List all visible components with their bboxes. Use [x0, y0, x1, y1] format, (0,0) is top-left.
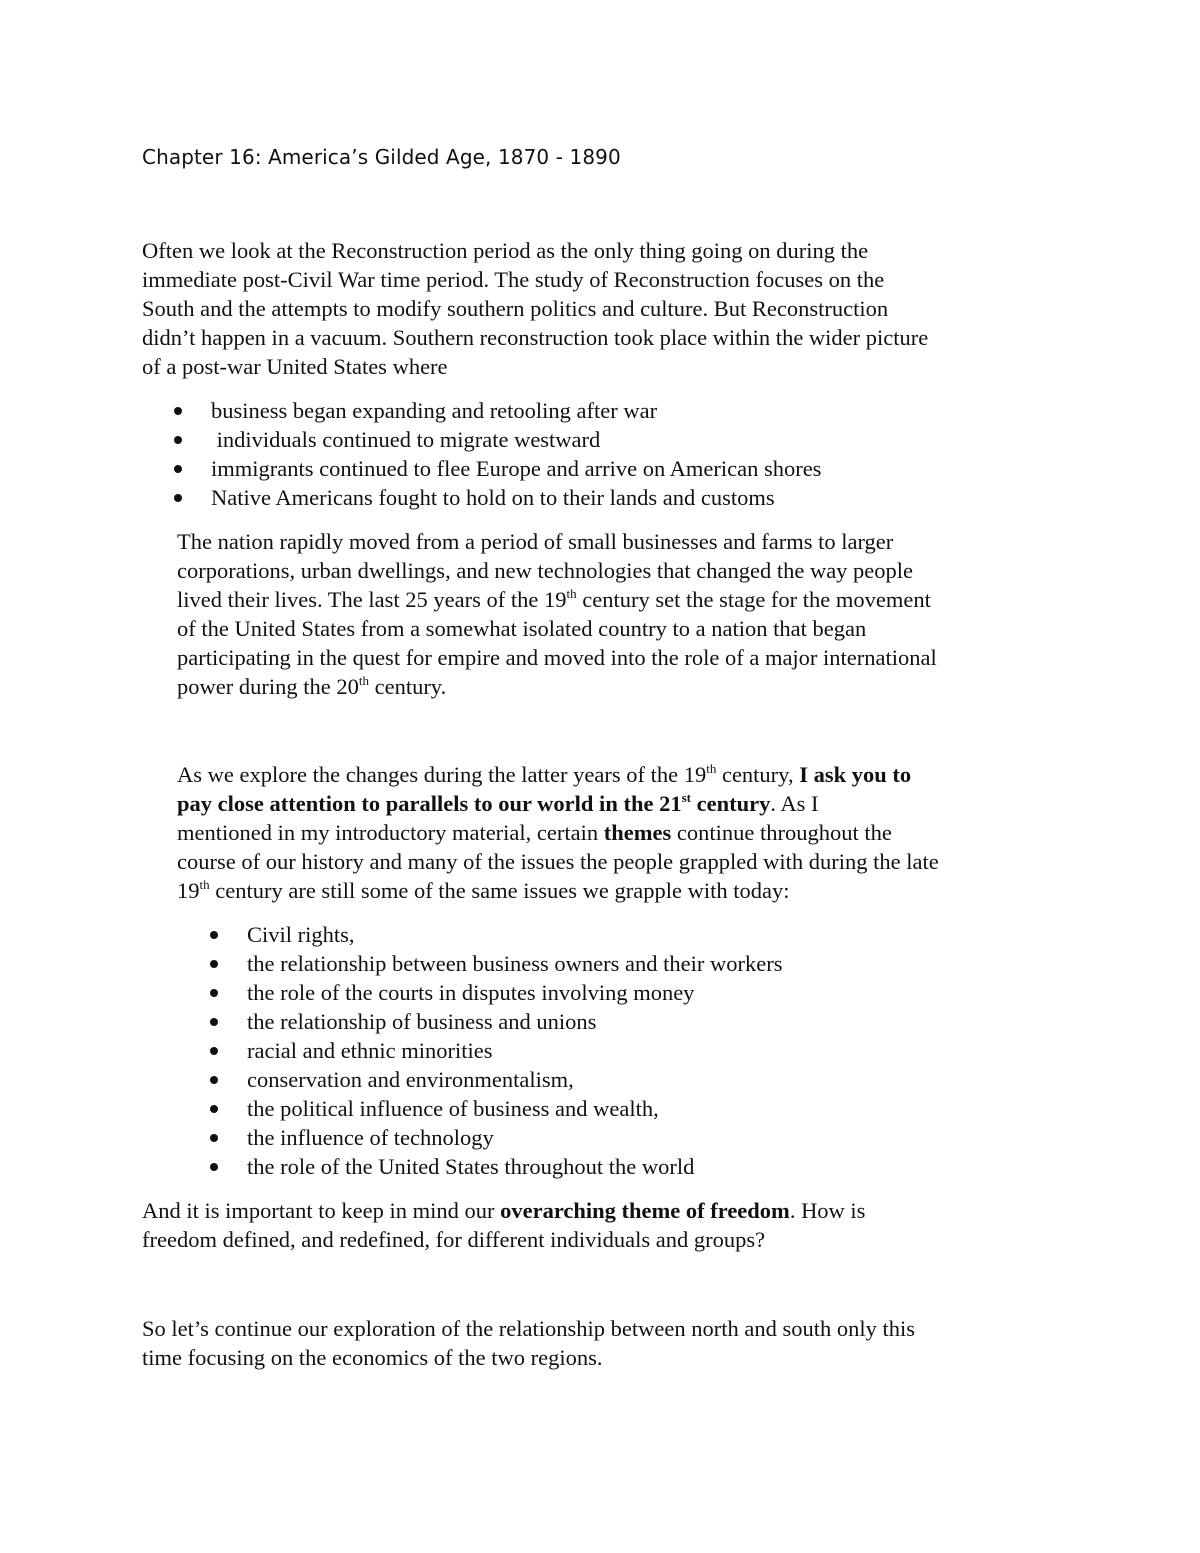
bullet-icon [210, 989, 218, 997]
paragraph-line: 19th century are still some of the same issues we grapple with today: [177, 877, 790, 903]
chapter-heading: Chapter 16: America’s Gilded Age, 1870 - 1890 [142, 145, 621, 169]
bullet-icon [210, 960, 218, 968]
bullet-icon [210, 1076, 218, 1084]
postwar-developments-list [174, 396, 821, 512]
paragraph-line: freedom defined, and redefined, for different individuals and groups? [142, 1227, 766, 1252]
paragraph-line: power during the 20th century. [177, 673, 447, 699]
list-item: the relationship between business owners and their workers [210, 949, 783, 978]
paragraph-line: course of our history and many of the issues the people grappled with during the late [177, 849, 939, 874]
nation-paragraph [177, 527, 1077, 701]
list-item: the influence of technology [210, 1123, 783, 1152]
list-item: the role of the courts in disputes involving money [210, 978, 783, 1007]
paragraph-line: And it is important to keep in mind our overarching theme of freedom. How is [142, 1198, 866, 1223]
list-item: individuals continued to migrate westward [174, 425, 821, 454]
bullet-icon [210, 931, 218, 939]
bullet-icon [174, 465, 182, 473]
paragraph-line: mentioned in my introductory material, certain themes continue throughout the [177, 820, 892, 845]
intro-line: of a post-war United States where [142, 354, 448, 379]
explore-paragraph [177, 760, 1077, 905]
list-item: the relationship of business and unions [210, 1007, 783, 1036]
bullet-icon [210, 1047, 218, 1055]
bullet-icon [210, 1018, 218, 1026]
intro-line: South and the attempts to modify southern politics and culture. But Reconstruction [142, 296, 889, 321]
paragraph-line: lived their lives. The last 25 years of the 19th century set the stage for the movement [177, 586, 931, 612]
paragraph-line: corporations, urban dwellings, and new technologies that changed the way people [177, 558, 914, 583]
list-item: the political influence of business and wealth, [210, 1094, 783, 1123]
closing-paragraph [142, 1314, 1082, 1372]
intro-line: immediate post-Civil War time period. The study of Reconstruction focuses on the [142, 267, 885, 292]
bullet-icon [174, 436, 182, 444]
paragraph-line: pay close attention to parallels to our world in the 21st century. As I [177, 790, 819, 816]
list-item: Civil rights, [210, 920, 783, 949]
list-item: Native Americans fought to hold on to their lands and customs [174, 483, 821, 512]
intro-line: didn’t happen in a vacuum. Southern reconstruction took place within the wider picture [142, 325, 929, 350]
bullet-icon [174, 494, 182, 502]
paragraph-line: So let’s continue our exploration of the relationship between north and south only this [142, 1316, 915, 1341]
paragraph-line: The nation rapidly moved from a period of small businesses and farms to larger [177, 529, 894, 554]
freedom-paragraph [142, 1196, 1082, 1254]
bullet-icon [174, 407, 182, 415]
bullet-icon [210, 1163, 218, 1171]
recurring-themes-list [210, 920, 783, 1181]
paragraph-line: As we explore the changes during the latter years of the 19th century, I ask you to [177, 761, 912, 787]
list-item: business began expanding and retooling after war [174, 396, 821, 425]
intro-line: Often we look at the Reconstruction period as the only thing going on during the [142, 238, 869, 263]
paragraph-line: of the United States from a somewhat isolated country to a nation that began [177, 616, 867, 641]
paragraph-line: time focusing on the economics of the two regions. [142, 1345, 603, 1370]
list-item: conservation and environmentalism, [210, 1065, 783, 1094]
list-item: the role of the United States throughout the world [210, 1152, 783, 1181]
list-item: immigrants continued to flee Europe and arrive on American shores [174, 454, 821, 483]
bullet-icon [210, 1134, 218, 1142]
intro-paragraph [142, 236, 1082, 381]
bullet-icon [210, 1105, 218, 1113]
list-item: racial and ethnic minorities [210, 1036, 783, 1065]
paragraph-line: participating in the quest for empire and moved into the role of a major international [177, 645, 937, 670]
